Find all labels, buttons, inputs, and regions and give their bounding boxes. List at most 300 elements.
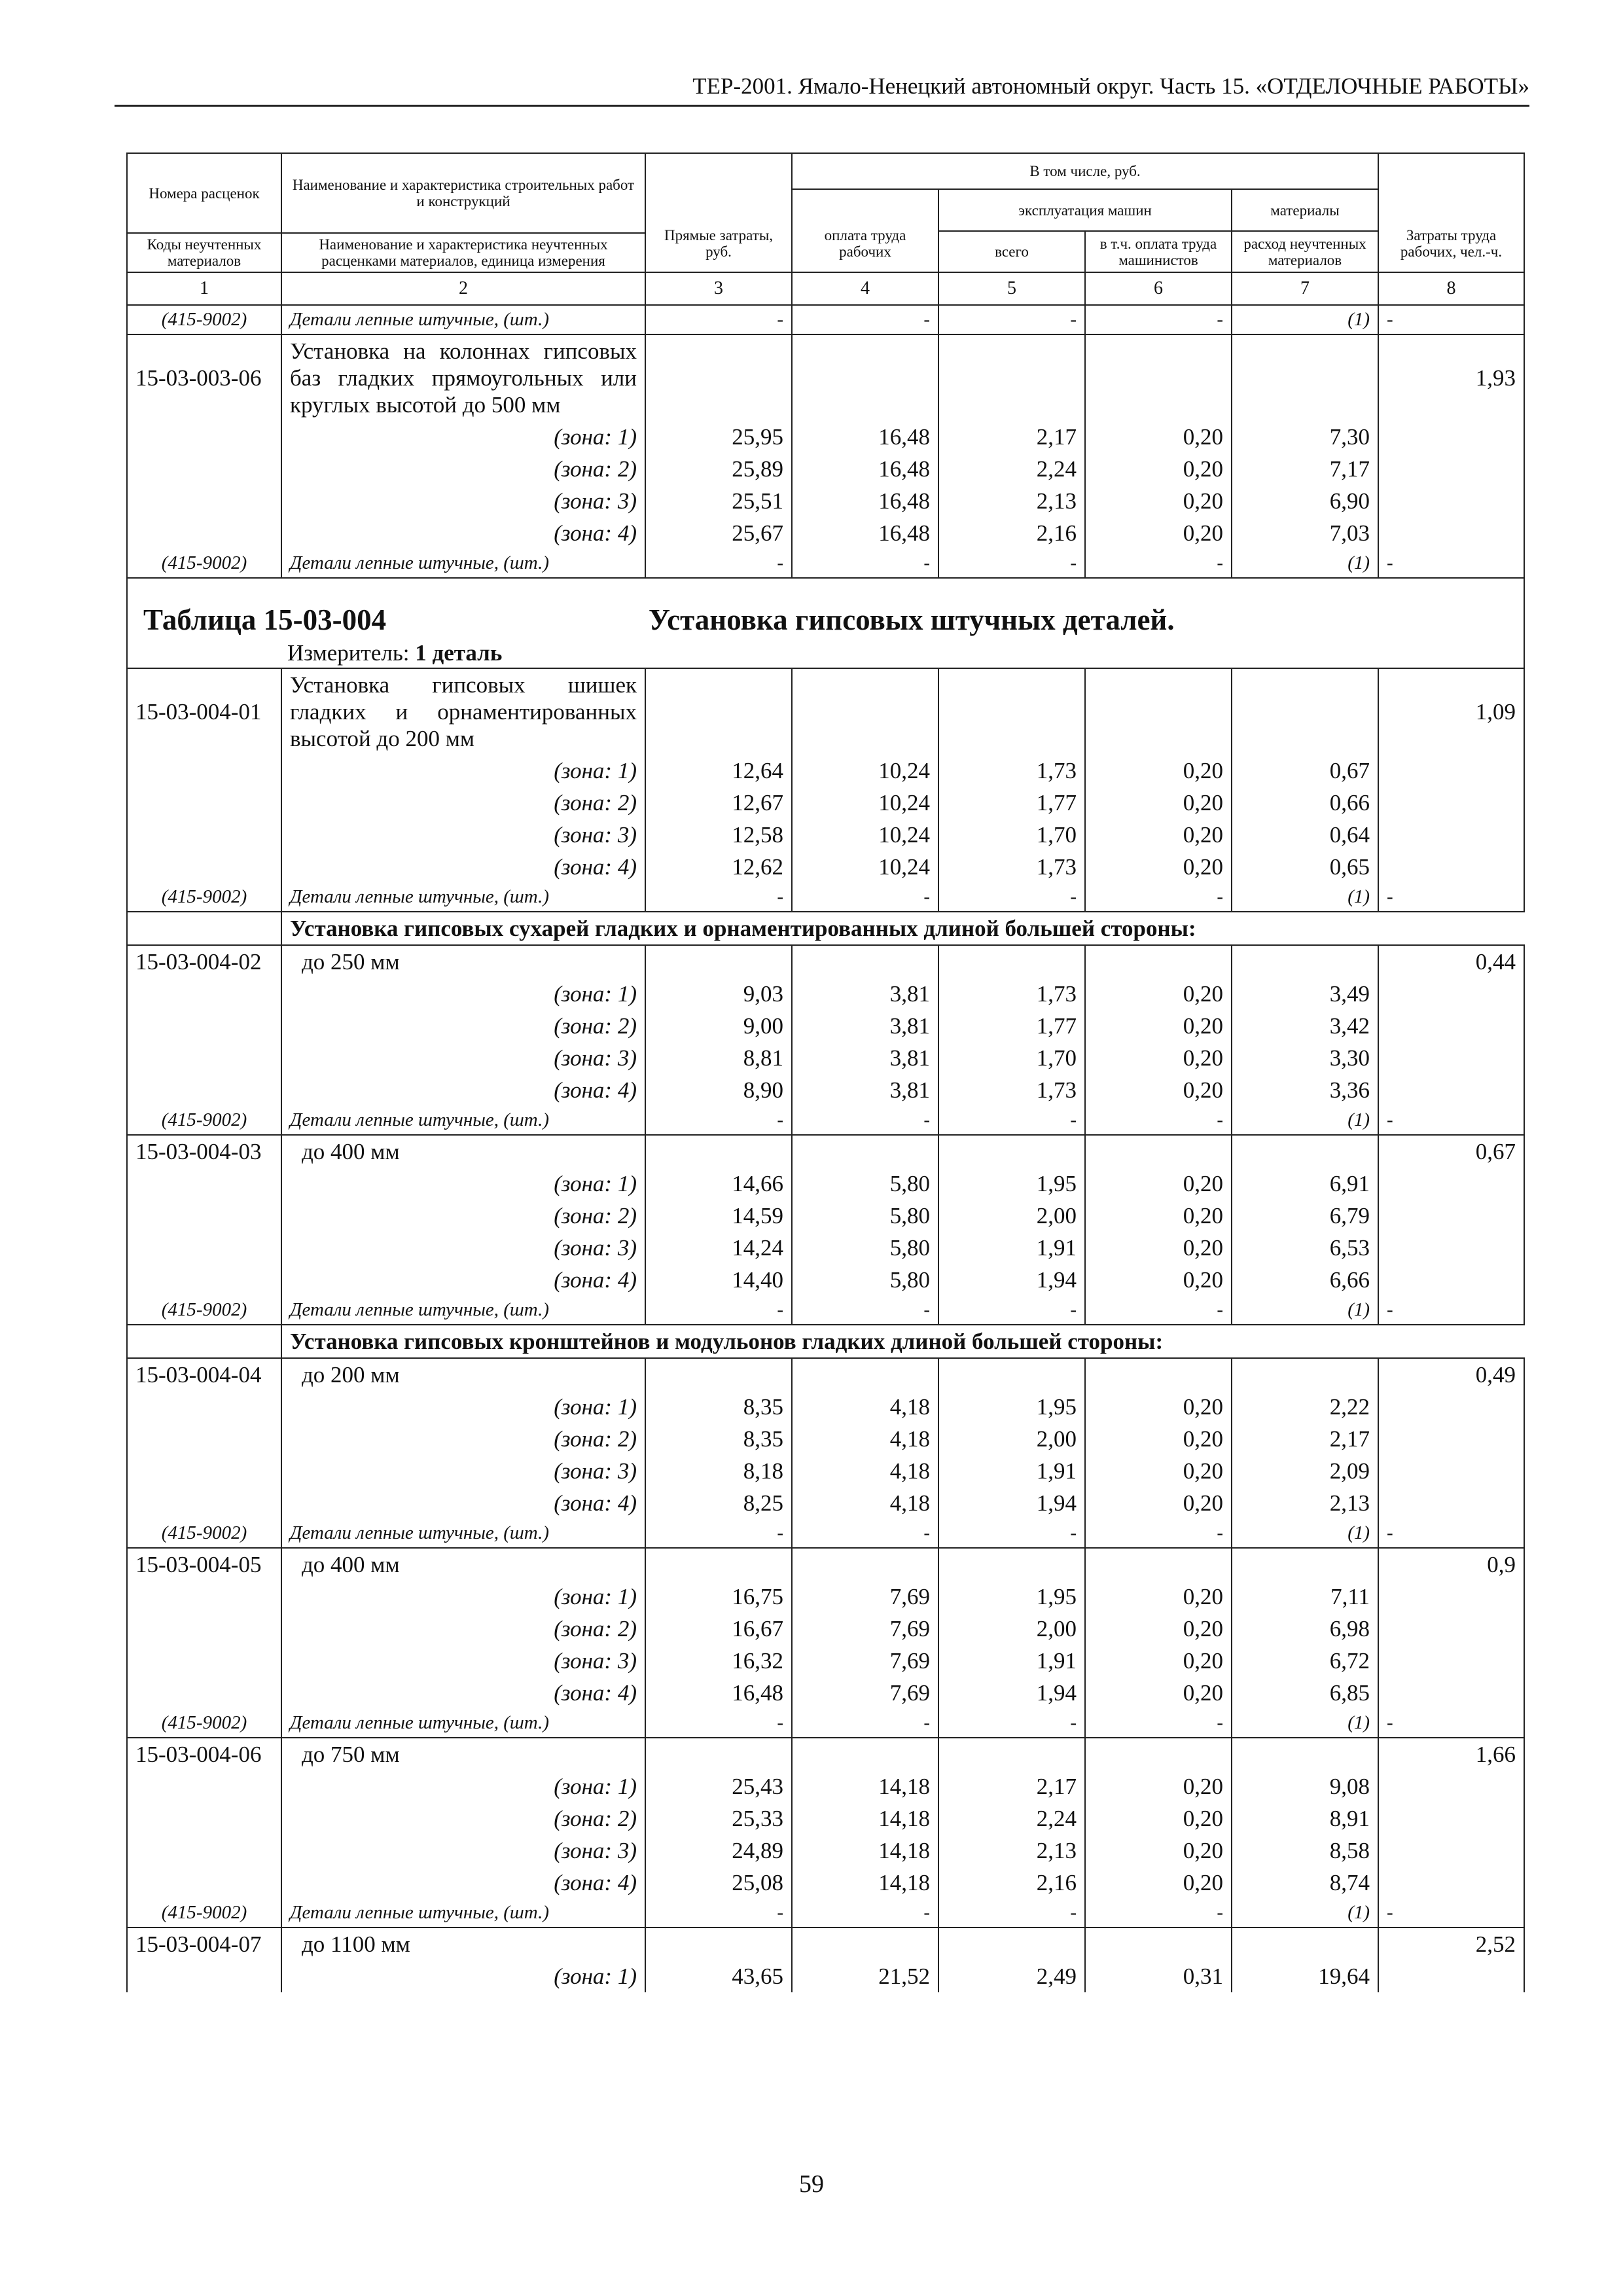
value-cell: 7,03 (1232, 517, 1378, 549)
value-cell: 6,90 (1232, 485, 1378, 517)
value-cell: 7,69 (792, 1645, 938, 1677)
zone-row (127, 485, 1524, 517)
zone-label: (зона: 2) (281, 1803, 645, 1835)
value-cell: 0,20 (1085, 517, 1232, 549)
zone-label: (зона: 4) (281, 1487, 645, 1519)
dash-cell: - (645, 1899, 792, 1928)
value-cell: 1,94 (938, 1677, 1085, 1709)
zone-row (127, 421, 1524, 453)
value-cell: 0,20 (1085, 1770, 1232, 1803)
empty-cell (1378, 1455, 1524, 1487)
zone-label: (зона: 1) (281, 1770, 645, 1803)
value-cell: 5,80 (792, 1264, 938, 1296)
rate-title: до 750 мм (281, 1738, 645, 1770)
empty-cell (1378, 485, 1524, 517)
value-cell: 14,66 (645, 1168, 792, 1200)
material-qty: (1) (1232, 1296, 1378, 1325)
rate-title: до 200 мм (281, 1358, 645, 1391)
zone-row (127, 1423, 1524, 1455)
rate-title: до 400 мм (281, 1548, 645, 1581)
empty-cell (1378, 787, 1524, 819)
value-cell: 8,35 (645, 1391, 792, 1423)
empty-cell (1378, 1232, 1524, 1264)
value-cell: 2,49 (938, 1960, 1085, 1992)
rate-row (127, 668, 1524, 755)
empty-cell (792, 334, 938, 421)
value-cell: 12,67 (645, 787, 792, 819)
value-cell: 14,24 (645, 1232, 792, 1264)
value-cell: 9,08 (1232, 1770, 1378, 1803)
rate-row (127, 1928, 1524, 1960)
empty-cell (127, 1042, 281, 1074)
rate-row (127, 334, 1524, 421)
empty-cell (127, 978, 281, 1010)
empty-cell (127, 1200, 281, 1232)
empty-cell (127, 1960, 281, 1992)
empty-cell (127, 1074, 281, 1106)
value-cell: 0,20 (1085, 1867, 1232, 1899)
value-cell: 12,58 (645, 819, 792, 851)
table-number: Таблица 15-03-004 (143, 603, 387, 636)
value-cell: 1,73 (938, 1074, 1085, 1106)
dash-cell: - (1378, 305, 1524, 334)
empty-cell (127, 755, 281, 787)
value-cell: 2,00 (938, 1200, 1085, 1232)
rate-code: 15-03-004-04 (127, 1358, 281, 1391)
material-code: (415-9002) (127, 305, 281, 334)
column-number: 1 (127, 272, 281, 305)
dash-cell: - (1085, 1709, 1232, 1738)
rate-code: 15-03-004-03 (127, 1135, 281, 1168)
value-cell: 8,81 (645, 1042, 792, 1074)
material-name: Детали лепные штучные, (шт.) (281, 549, 645, 578)
zone-row (127, 1613, 1524, 1645)
dash-cell: - (1378, 883, 1524, 912)
empty-cell (1085, 334, 1232, 421)
head-col4: оплата труда рабочих (792, 189, 938, 272)
value-cell: 4,18 (792, 1391, 938, 1423)
value-cell: 1,70 (938, 1042, 1085, 1074)
zone-row (127, 1645, 1524, 1677)
dash-cell: - (645, 549, 792, 578)
value-cell: 0,20 (1085, 1200, 1232, 1232)
empty-cell (1378, 1168, 1524, 1200)
value-cell: 1,94 (938, 1487, 1085, 1519)
value-cell: 0,65 (1232, 851, 1378, 883)
zone-label: (зона: 2) (281, 1423, 645, 1455)
dash-cell: - (645, 1106, 792, 1135)
head-machines: эксплуатация машин (938, 189, 1232, 231)
value-cell: 0,66 (1232, 787, 1378, 819)
dash-cell: - (938, 1296, 1085, 1325)
column-number: 6 (1085, 272, 1232, 305)
empty-cell (1378, 1391, 1524, 1423)
material-qty: (1) (1232, 1519, 1378, 1548)
empty-cell (1085, 1135, 1232, 1168)
section-row (127, 1325, 1524, 1358)
value-cell: 2,17 (938, 1770, 1085, 1803)
zone-label: (зона: 3) (281, 485, 645, 517)
empty-cell (1378, 1803, 1524, 1835)
empty-cell (127, 912, 281, 945)
zone-label: (зона: 2) (281, 1613, 645, 1645)
head-col8: Затраты труда рабочих, чел.-ч. (1378, 153, 1524, 272)
zone-label: (зона: 1) (281, 755, 645, 787)
value-cell: 0,20 (1085, 819, 1232, 851)
empty-cell (1378, 1835, 1524, 1867)
material-code: (415-9002) (127, 549, 281, 578)
value-cell: 7,69 (792, 1677, 938, 1709)
value-cell: 2,00 (938, 1613, 1085, 1645)
zone-row (127, 1770, 1524, 1803)
empty-cell (127, 1264, 281, 1296)
value-cell: 6,85 (1232, 1677, 1378, 1709)
empty-cell (645, 1738, 792, 1770)
empty-cell (1232, 1358, 1378, 1391)
value-cell: 1,73 (938, 978, 1085, 1010)
empty-cell (1085, 1738, 1232, 1770)
value-cell: 3,49 (1232, 978, 1378, 1010)
value-cell: 6,53 (1232, 1232, 1378, 1264)
empty-cell (938, 1548, 1085, 1581)
value-cell: 6,79 (1232, 1200, 1378, 1232)
value-cell: 3,81 (792, 1010, 938, 1042)
empty-cell (1085, 1358, 1232, 1391)
section-heading: Установка гипсовых сухарей гладких и орнаментированных длиной большей стороны: (281, 912, 1524, 945)
empty-cell (127, 1232, 281, 1264)
empty-cell (127, 1455, 281, 1487)
zone-row (127, 1391, 1524, 1423)
dash-cell: - (792, 549, 938, 578)
material-row (127, 1519, 1524, 1548)
empty-cell (127, 1770, 281, 1803)
rate-code: 15-03-004-07 (127, 1928, 281, 1960)
value-cell: 1,73 (938, 851, 1085, 883)
measure-label: Измеритель: (287, 640, 410, 666)
value-cell: 0,20 (1085, 978, 1232, 1010)
rates-table (126, 152, 1525, 1992)
empty-cell (1378, 517, 1524, 549)
value-cell: 0,20 (1085, 755, 1232, 787)
empty-cell (1378, 1423, 1524, 1455)
labor-value: 1,93 (1378, 334, 1524, 421)
material-qty: (1) (1232, 1709, 1378, 1738)
value-cell: 14,59 (645, 1200, 792, 1232)
zone-row (127, 1487, 1524, 1519)
dash-cell: - (1378, 1519, 1524, 1548)
material-qty: (1) (1232, 1106, 1378, 1135)
dash-cell: - (792, 1106, 938, 1135)
empty-cell (127, 1835, 281, 1867)
zone-row (127, 453, 1524, 485)
rate-row (127, 945, 1524, 978)
section-heading: Установка гипсовых кронштейнов и модульонов гладких длиной большей стороны: (281, 1325, 1524, 1358)
zone-label: (зона: 1) (281, 1581, 645, 1613)
empty-cell (1378, 1581, 1524, 1613)
value-cell: 5,80 (792, 1232, 938, 1264)
dash-cell: - (792, 883, 938, 912)
material-qty: (1) (1232, 305, 1378, 334)
material-row (127, 1899, 1524, 1928)
value-cell: 0,20 (1085, 421, 1232, 453)
value-cell: 8,90 (645, 1074, 792, 1106)
rate-code: 15-03-004-02 (127, 945, 281, 978)
value-cell: 1,95 (938, 1391, 1085, 1423)
zone-row (127, 1074, 1524, 1106)
running-header (115, 71, 1529, 107)
empty-cell (792, 1738, 938, 1770)
value-cell: 0,20 (1085, 851, 1232, 883)
value-cell: 8,18 (645, 1455, 792, 1487)
dash-cell: - (1378, 1296, 1524, 1325)
dash-cell: - (792, 1899, 938, 1928)
dash-cell: - (1085, 1899, 1232, 1928)
material-code: (415-9002) (127, 1106, 281, 1135)
column-number: 5 (938, 272, 1085, 305)
material-name: Детали лепные штучные, (шт.) (281, 1519, 645, 1548)
dash-cell: - (938, 1106, 1085, 1135)
value-cell: 1,73 (938, 755, 1085, 787)
value-cell: 4,18 (792, 1455, 938, 1487)
empty-cell (1232, 1928, 1378, 1960)
zone-row (127, 978, 1524, 1010)
empty-cell (792, 1548, 938, 1581)
column-number: 4 (792, 272, 938, 305)
material-code: (415-9002) (127, 1519, 281, 1548)
empty-cell (938, 668, 1085, 755)
value-cell: 7,69 (792, 1581, 938, 1613)
material-qty: (1) (1232, 883, 1378, 912)
rate-code: 15-03-003-06 (127, 334, 281, 421)
value-cell: 0,20 (1085, 453, 1232, 485)
zone-row (127, 1803, 1524, 1835)
measure-value: 1 деталь (415, 640, 503, 666)
zone-label: (зона: 1) (281, 978, 645, 1010)
dash-cell: - (938, 1709, 1085, 1738)
empty-cell (1378, 1677, 1524, 1709)
value-cell: 16,67 (645, 1613, 792, 1645)
zone-row (127, 1200, 1524, 1232)
empty-cell (1378, 1200, 1524, 1232)
head-col3: Прямые затраты, руб. (645, 153, 792, 272)
value-cell: 16,48 (792, 453, 938, 485)
head-col2-bottom: Наименование и характеристика неучтенных расценками материалов, единица измерения (281, 233, 645, 272)
dash-cell: - (1378, 1106, 1524, 1135)
column-number: 7 (1232, 272, 1378, 305)
value-cell: 0,20 (1085, 1232, 1232, 1264)
value-cell: 4,18 (792, 1487, 938, 1519)
value-cell: 14,18 (792, 1867, 938, 1899)
head-col1-bottom: Коды неучтенных материалов (127, 233, 281, 272)
value-cell: 8,74 (1232, 1867, 1378, 1899)
value-cell: 8,35 (645, 1423, 792, 1455)
value-cell: 25,51 (645, 485, 792, 517)
zone-row (127, 1835, 1524, 1867)
value-cell: 0,20 (1085, 485, 1232, 517)
dash-cell: - (645, 883, 792, 912)
value-cell: 9,00 (645, 1010, 792, 1042)
value-cell: 16,48 (792, 517, 938, 549)
empty-cell (127, 1645, 281, 1677)
value-cell: 0,20 (1085, 1455, 1232, 1487)
zone-label: (зона: 3) (281, 1232, 645, 1264)
head-materials: материалы (1232, 189, 1378, 231)
empty-cell (1378, 1645, 1524, 1677)
table-body (127, 305, 1524, 1992)
empty-cell (127, 421, 281, 453)
value-cell: 0,67 (1232, 755, 1378, 787)
zone-label: (зона: 4) (281, 1074, 645, 1106)
value-cell: 3,36 (1232, 1074, 1378, 1106)
table-title (143, 601, 1508, 639)
dash-cell: - (1085, 305, 1232, 334)
dash-cell: - (645, 305, 792, 334)
dash-cell: - (645, 1519, 792, 1548)
value-cell: 0,20 (1085, 1391, 1232, 1423)
rate-row (127, 1548, 1524, 1581)
empty-cell (127, 485, 281, 517)
empty-cell (1232, 1548, 1378, 1581)
empty-cell (1378, 978, 1524, 1010)
zone-label: (зона: 2) (281, 453, 645, 485)
empty-cell (792, 1135, 938, 1168)
material-row (127, 305, 1524, 334)
zone-row (127, 1264, 1524, 1296)
empty-cell (1378, 819, 1524, 851)
empty-cell (1378, 421, 1524, 453)
dash-cell: - (938, 305, 1085, 334)
value-cell: 19,64 (1232, 1960, 1378, 1992)
value-cell: 0,20 (1085, 1645, 1232, 1677)
material-name: Детали лепные штучные, (шт.) (281, 1899, 645, 1928)
empty-cell (1378, 1264, 1524, 1296)
empty-cell (1085, 668, 1232, 755)
dash-cell: - (792, 1296, 938, 1325)
empty-cell (1378, 1867, 1524, 1899)
zone-label: (зона: 1) (281, 421, 645, 453)
empty-cell (127, 1391, 281, 1423)
column-number: 8 (1378, 272, 1524, 305)
zone-row (127, 819, 1524, 851)
zone-label: (зона: 4) (281, 1264, 645, 1296)
value-cell: 2,13 (938, 1835, 1085, 1867)
empty-cell (1232, 668, 1378, 755)
labor-value: 0,67 (1378, 1135, 1524, 1168)
material-code: (415-9002) (127, 883, 281, 912)
empty-cell (127, 851, 281, 883)
empty-cell (127, 1487, 281, 1519)
table-title-row (127, 578, 1524, 668)
zone-row (127, 851, 1524, 883)
labor-value: 2,52 (1378, 1928, 1524, 1960)
empty-cell (792, 668, 938, 755)
value-cell: 9,03 (645, 978, 792, 1010)
value-cell: 12,62 (645, 851, 792, 883)
dash-cell: - (1085, 549, 1232, 578)
measure-line (143, 639, 1508, 668)
empty-cell (1378, 1960, 1524, 1992)
zone-label: (зона: 1) (281, 1960, 645, 1992)
empty-cell (1378, 1487, 1524, 1519)
zone-row (127, 755, 1524, 787)
page-number: 59 (799, 2170, 824, 2198)
value-cell: 1,91 (938, 1232, 1085, 1264)
zone-label: (зона: 3) (281, 1835, 645, 1867)
head-col1-top: Номера расценок (127, 153, 281, 233)
value-cell: 6,91 (1232, 1168, 1378, 1200)
dash-cell: - (938, 883, 1085, 912)
dash-cell: - (1085, 1106, 1232, 1135)
value-cell: 8,91 (1232, 1803, 1378, 1835)
value-cell: 0,20 (1085, 1835, 1232, 1867)
empty-cell (127, 453, 281, 485)
material-name: Детали лепные штучные, (шт.) (281, 883, 645, 912)
zone-label: (зона: 2) (281, 787, 645, 819)
dash-cell: - (645, 1296, 792, 1325)
value-cell: 2,22 (1232, 1391, 1378, 1423)
empty-cell (792, 1358, 938, 1391)
empty-cell (645, 668, 792, 755)
empty-cell (938, 1135, 1085, 1168)
value-cell: 14,18 (792, 1835, 938, 1867)
value-cell: 3,42 (1232, 1010, 1378, 1042)
rate-code: 15-03-004-05 (127, 1548, 281, 1581)
empty-cell (938, 334, 1085, 421)
zone-row (127, 1168, 1524, 1200)
zone-row (127, 1455, 1524, 1487)
labor-value: 1,09 (1378, 668, 1524, 755)
rate-row (127, 1738, 1524, 1770)
material-code: (415-9002) (127, 1709, 281, 1738)
table-header (127, 153, 1524, 305)
value-cell: 2,09 (1232, 1455, 1378, 1487)
zone-row (127, 1960, 1524, 1992)
zone-row (127, 1232, 1524, 1264)
zone-label: (зона: 3) (281, 1645, 645, 1677)
labor-value: 0,9 (1378, 1548, 1524, 1581)
value-cell: 0,20 (1085, 1423, 1232, 1455)
material-row (127, 1106, 1524, 1135)
rate-row (127, 1358, 1524, 1391)
value-cell: 25,67 (645, 517, 792, 549)
material-row (127, 883, 1524, 912)
head-group: В том числе, руб. (792, 153, 1378, 189)
value-cell: 16,48 (792, 485, 938, 517)
zone-row (127, 1010, 1524, 1042)
value-cell: 3,81 (792, 1042, 938, 1074)
rate-code: 15-03-004-01 (127, 668, 281, 755)
empty-cell (127, 1677, 281, 1709)
value-cell: 24,89 (645, 1835, 792, 1867)
column-number: 2 (281, 272, 645, 305)
value-cell: 16,48 (645, 1677, 792, 1709)
value-cell: 7,69 (792, 1613, 938, 1645)
value-cell: 14,18 (792, 1770, 938, 1803)
head-col6: в т.ч. оплата труда машинистов (1085, 231, 1232, 272)
empty-cell (127, 1325, 281, 1358)
value-cell: 10,24 (792, 755, 938, 787)
running-title: ТЕР-2001. Ямало-Ненецкий автономный округ. Часть 15. «ОТДЕЛОЧНЫЕ РАБОТЫ» (692, 73, 1529, 99)
empty-cell (1232, 945, 1378, 978)
empty-cell (1378, 1042, 1524, 1074)
material-qty: (1) (1232, 1899, 1378, 1928)
dash-cell: - (792, 1709, 938, 1738)
value-cell: 25,33 (645, 1803, 792, 1835)
empty-cell (938, 1928, 1085, 1960)
empty-cell (1232, 1135, 1378, 1168)
empty-cell (1232, 334, 1378, 421)
zone-label: (зона: 4) (281, 1867, 645, 1899)
